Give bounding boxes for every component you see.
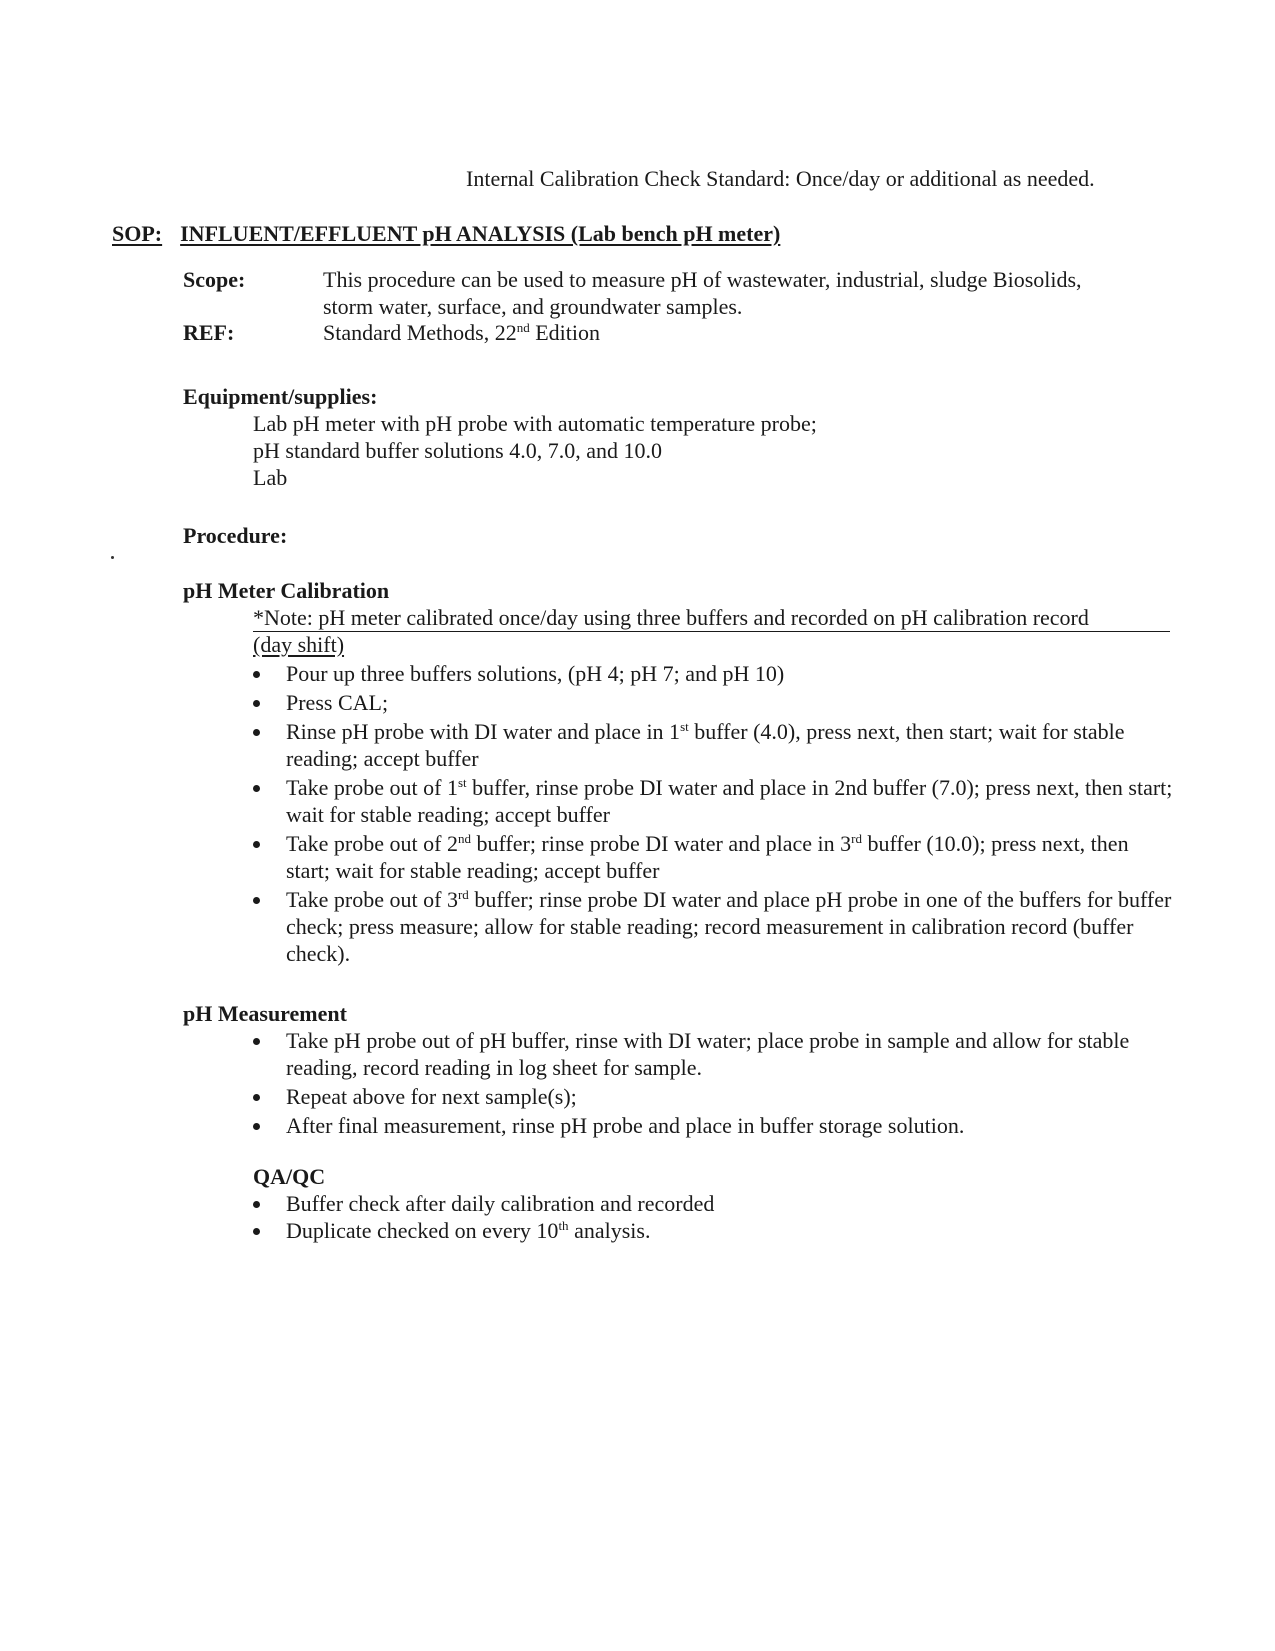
equipment-item: pH standard buffer solutions 4.0, 7.0, and 10.0	[253, 438, 662, 463]
step-text: Repeat above for next sample(s);	[286, 1084, 577, 1109]
step-text: buffer (10.0); press next, then start; wait for stable reading; accept buffer	[286, 831, 1129, 883]
step-text: Buffer check after daily calibration and recorded	[286, 1191, 715, 1216]
measurement-steps	[253, 1027, 1153, 1141]
step-text: buffer, rinse probe DI water and place in 2nd buffer (7.0); press next, then start; wait for stable reading; accept buffer	[286, 775, 1173, 827]
sop-title	[112, 220, 780, 247]
step-text: After final measurement, rinse pH probe and place in buffer storage solution.	[286, 1113, 965, 1138]
step-text: Duplicate checked on every 10	[286, 1218, 559, 1243]
equipment-item: Lab pH meter with pH probe with automatic temperature probe;	[253, 411, 817, 436]
step-text: Rinse pH probe with DI water and place in 1	[286, 719, 681, 744]
list-item	[253, 718, 1173, 772]
list-item	[253, 774, 1173, 828]
step-superscript: th	[558, 1218, 569, 1233]
list-item	[253, 830, 1173, 884]
bullet-icon	[253, 1123, 260, 1130]
step-text: Take probe out of 1	[286, 775, 458, 800]
step-text: Take probe out of 2	[286, 831, 458, 856]
list-item	[253, 689, 1173, 716]
step-text: buffer (4.0), press next, then start; wait for stable reading; accept buffer	[286, 719, 1125, 771]
step-text: Press CAL;	[286, 690, 389, 715]
scan-mark	[111, 556, 114, 559]
list-item	[253, 1190, 1153, 1217]
ref-value	[323, 319, 1153, 346]
step-text: buffer; rinse probe DI water and place pH probe in one of the buffers for buffer check; press measure; allow for stable reading; record measurement in calibration record (buffer check).	[286, 887, 1172, 966]
ref-label: REF:	[183, 320, 235, 345]
bullet-icon	[253, 1038, 260, 1045]
qaqc-heading: QA/QC	[253, 1164, 326, 1189]
bullet-icon	[253, 671, 260, 678]
bullet-icon	[253, 897, 260, 904]
bullet-icon	[253, 700, 260, 707]
scope-line-1: This procedure can be used to measure pH of wastewater, industrial, sludge Biosolids,	[323, 267, 1082, 292]
qaqc-steps	[253, 1190, 1153, 1244]
bullet-icon	[253, 785, 260, 792]
step-text: Take pH probe out of pH buffer, rinse with DI water; place probe in sample and allow for stable reading, record reading in log sheet for sample.	[286, 1028, 1130, 1080]
ref-text-end: Edition	[529, 320, 600, 345]
measurement-heading: pH Measurement	[183, 1001, 347, 1026]
equipment-list	[253, 410, 817, 491]
header-calibration-note: Internal Calibration Check Standard: Once/day or additional as needed.	[466, 166, 1095, 191]
bullet-icon	[253, 1094, 260, 1101]
bullet-icon	[253, 1201, 260, 1208]
calibration-note-line-1: *Note: pH meter calibrated once/day using three buffers and recorded on pH calibration record	[253, 604, 1170, 632]
list-item	[253, 660, 1173, 687]
scope-value	[323, 266, 1153, 320]
step-text: analysis.	[568, 1218, 651, 1243]
bullet-icon	[253, 729, 260, 736]
equipment-heading: Equipment/supplies:	[183, 384, 378, 409]
scope-line-2: storm water, surface, and groundwater samples.	[323, 294, 743, 319]
list-item	[253, 1027, 1153, 1081]
list-item	[253, 886, 1173, 967]
calibration-steps	[253, 660, 1173, 969]
procedure-heading: Procedure:	[183, 523, 288, 548]
equipment-item: Lab	[253, 465, 288, 490]
step-superscript: rd	[851, 831, 862, 846]
step-superscript: st	[680, 719, 689, 734]
calibration-note-line-2: (day shift)	[253, 632, 345, 657]
bullet-icon	[253, 841, 260, 848]
step-superscript: st	[457, 775, 467, 790]
step-superscript: nd	[457, 831, 471, 846]
list-item	[253, 1217, 1153, 1244]
scope-label: Scope:	[183, 267, 246, 292]
list-item	[253, 1083, 1153, 1110]
bullet-icon	[253, 1228, 260, 1235]
ref-text: Standard Methods, 22	[323, 320, 517, 345]
calibration-heading: pH Meter Calibration	[183, 578, 390, 603]
step-superscript: rd	[457, 887, 469, 902]
list-item	[253, 1112, 1153, 1139]
step-text: buffer; rinse probe DI water and place in 3	[470, 831, 852, 856]
sop-title-text: INFLUENT/EFFLUENT pH ANALYSIS (Lab bench pH meter)	[180, 221, 781, 246]
step-text: Take probe out of 3	[286, 887, 458, 912]
step-text: Pour up three buffers solutions, (pH 4; pH 7; and pH 10)	[286, 661, 785, 686]
sop-label: SOP:	[112, 221, 163, 246]
ref-superscript: nd	[516, 320, 530, 335]
